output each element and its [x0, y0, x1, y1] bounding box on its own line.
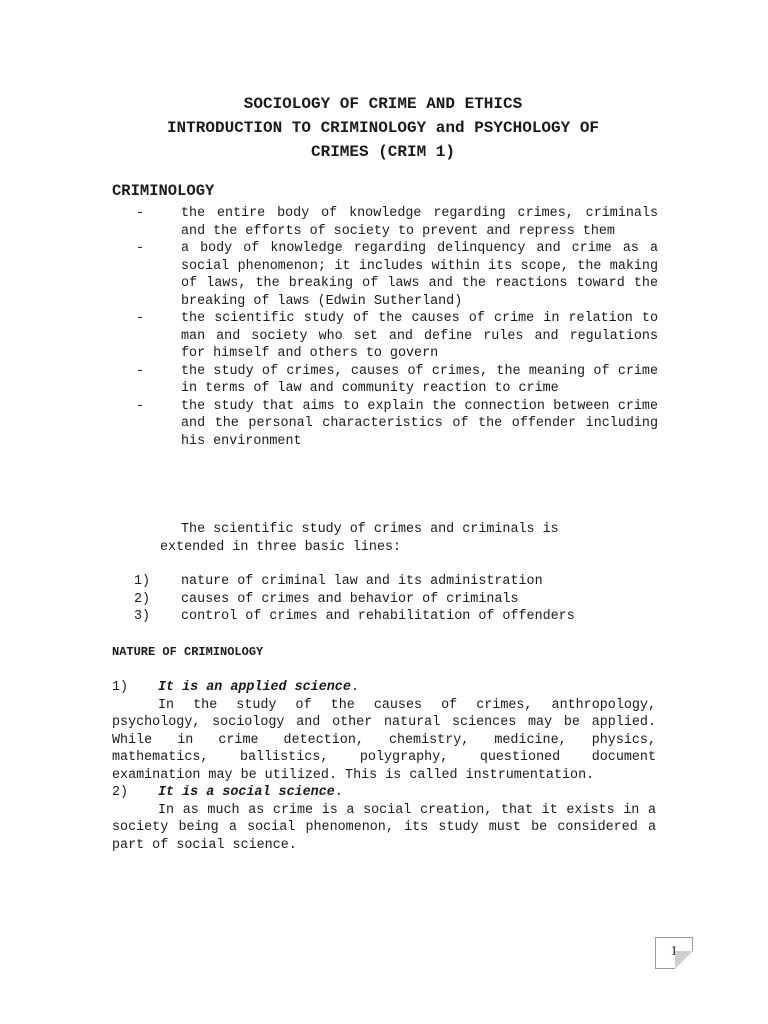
definition-item: [112, 240, 658, 310]
definition-text: a body of knowledge regarding delinquency and crime as a social phenomenon; it includes within its scope, the making of laws, the breaking of laws and the reactions toward the breaking of laws (Edwin Sutherland): [181, 241, 658, 309]
nature-item-number: 1): [112, 680, 129, 695]
nature-item-title: It is a social science: [158, 785, 335, 800]
bullet-dash: -: [136, 398, 145, 414]
bullet-dash: -: [136, 206, 145, 221]
title-line-3: CRIMES (CRIM 1): [310, 143, 456, 161]
definition-item: [112, 363, 658, 398]
criminology-heading: CRIMINOLOGY: [112, 182, 215, 200]
list-item: [112, 573, 656, 591]
list-item: [112, 608, 656, 626]
nature-heading: NATURE OF CRIMINOLOGY: [112, 645, 264, 659]
definition-text: the study of crimes, causes of crimes, the meaning of crime in terms of law and community reaction to crime: [181, 363, 658, 396]
list-item: [112, 591, 656, 609]
title-line-1: SOCIOLOGY OF CRIME AND ETHICS: [243, 95, 523, 113]
page-number: 1: [670, 944, 678, 959]
list-number: 3): [134, 609, 151, 624]
nature-item-number: 2): [112, 785, 129, 800]
page-fold-icon: [675, 951, 693, 969]
list-text: control of crimes and rehabilitation of offenders: [181, 609, 575, 624]
title-line-2: INTRODUCTION TO CRIMINOLOGY and PSYCHOLOGY OF: [166, 119, 600, 137]
nature-item-body: In the study of the causes of crimes, anthropology, psychology, sociology and other natural sciences may be applied. While in crime detection, chemistry, medicine, physics, mathematics, ballistics, polygraphy, questioned document examination may be utilized. This is called instrumentation.: [112, 697, 656, 783]
intro-line-1: The scientific study of crimes and criminals is: [181, 522, 559, 537]
nature-item-heading: 2) It is a social science.: [112, 785, 343, 800]
definition-text: the entire body of knowledge regarding crimes, criminals and the efforts of society to prevent and repress them: [181, 206, 658, 239]
list-number: 1): [134, 574, 151, 589]
definition-item: [112, 398, 658, 451]
nature-section: [112, 679, 656, 854]
page-number-box: [655, 937, 693, 969]
definition-text: the study that aims to explain the connection between crime and the personal characteristics of the offender including his environment: [181, 398, 658, 449]
definitions-list: [112, 205, 658, 450]
list-number: 2): [134, 591, 151, 607]
definition-text: the scientific study of the causes of crime in relation to man and society who set and define rules and regulations for himself and others to govern: [181, 311, 658, 361]
bullet-dash: -: [136, 241, 145, 256]
list-text: nature of criminal law and its administration: [181, 574, 543, 589]
list-text: causes of crimes and behavior of criminals: [181, 591, 519, 607]
bullet-dash: -: [136, 363, 145, 379]
definition-item: [112, 310, 658, 363]
intro-paragraph: [112, 521, 656, 556]
nature-item-heading: 1) It is an applied science.: [112, 680, 359, 695]
basic-lines-list: [112, 573, 656, 626]
definition-item: [112, 205, 658, 240]
bullet-dash: -: [136, 311, 145, 326]
nature-item-body: In as much as crime is a social creation, that it exists in a society being a social phenomenon, its study must be considered a part of social science.: [112, 802, 656, 853]
intro-line-2: extended in three basic lines:: [160, 539, 402, 555]
nature-item-title: It is an applied science: [158, 680, 351, 695]
